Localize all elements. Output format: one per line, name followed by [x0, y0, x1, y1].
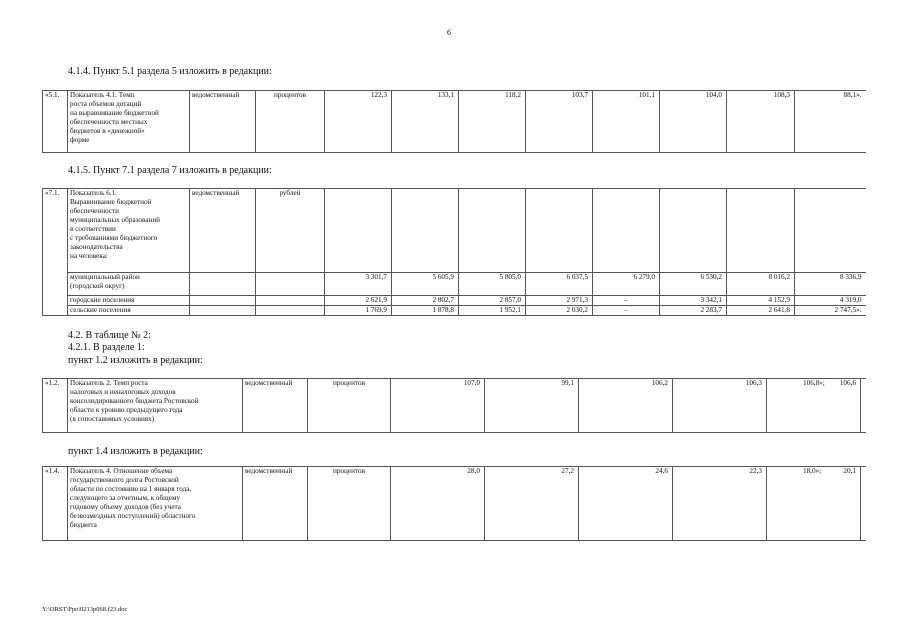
value-cell: 2 641,8 [727, 306, 795, 316]
value-cell: 1 952,1 [459, 306, 526, 316]
unit: процентов [308, 467, 391, 541]
value-cell: 2 802,7 [392, 296, 459, 306]
table-row [43, 467, 866, 541]
section-heading-4-2: 4.2. В таблице № 2: [68, 330, 151, 341]
unit: процентов [256, 91, 325, 153]
value-cell [526, 189, 593, 273]
empty-cell [190, 306, 256, 316]
row-number: «7.1. [43, 189, 68, 316]
value-cell: 122,3 [325, 91, 392, 153]
value-cell: – [593, 296, 660, 306]
value-cell: 2 030,2 [526, 306, 593, 316]
table-1-2 [42, 378, 866, 433]
indicator-type: ведомственный [243, 467, 308, 541]
indicator-name: Показатель 6.1. Выравнивание бюджетной обеспеченности муниципальных образований в соответствии с требованиями бюджетного законодательства на человека: [68, 189, 190, 273]
value-text: 18,0»; [803, 467, 822, 475]
indicator-name: Показатель 4.1. Темп роста объемов дотаций на выравнивание бюджетной обеспеченности местных бюджетов в «денежной» форме [68, 91, 190, 153]
value-cell: 106,6 [767, 379, 861, 433]
value-cell: 2 283,7 [660, 306, 727, 316]
indicator-name: Показатель 4. Отношение объема государственного долга Ростовской области по состоянию на 1 января года, следующего за отчетным, к общему годовому объему доходов (без учета безвозмездных поступлений) областного бюджета [68, 467, 243, 541]
row-number: «1.4. [43, 467, 68, 541]
value-cell: 6 279,0 [593, 273, 660, 296]
value-cell: 5 605,9 [392, 273, 459, 296]
value-cell: 28,0 [391, 467, 485, 541]
value-cell: 99,1 [485, 379, 579, 433]
value-cell: – [593, 306, 660, 316]
empty-cell [190, 273, 256, 296]
value-cell: 2 747,5». [795, 306, 866, 316]
unit: рублей [256, 189, 325, 273]
value-cell: 4 152,9 [727, 296, 795, 306]
value-cell: 8 336,9 [795, 273, 866, 296]
row-label: сельские поселения [68, 306, 190, 316]
value-cell [392, 189, 459, 273]
value-cell: 6 530,2 [660, 273, 727, 296]
value-cell: 118,2 [459, 91, 526, 153]
empty-cell [256, 296, 325, 306]
indicator-type: ведомственный [190, 189, 256, 273]
indicator-name: Показатель 2. Темп роста налоговых и неналоговых доходов консолидированного бюджета Ростовской области к уровню предыдущего года (в сопоставимых условиях) [68, 379, 243, 433]
value-cell: 24,6 [579, 467, 673, 541]
section-heading-1-4: пункт 1.4 изложить в редакции: [68, 446, 203, 457]
row-number: «1.2. [43, 379, 68, 433]
value-cell: 133,1 [392, 91, 459, 153]
value-cell: 101,1 [593, 91, 660, 153]
empty-cell [190, 296, 256, 306]
section-heading-4-2-1: 4.2.1. В разделе 1: [68, 342, 145, 353]
indicator-type: ведомственный [190, 91, 256, 153]
value-text: 106,8»; [803, 379, 825, 387]
value-cell: 22,3 [673, 467, 767, 541]
value-cell: 4 319,0 [795, 296, 866, 306]
table-1-4 [42, 466, 866, 541]
table-row [43, 273, 866, 296]
unit: процентов [308, 379, 391, 433]
value-cell [795, 189, 866, 273]
value-cell: 6 037,5 [526, 273, 593, 296]
value-cell: 8 016,2 [727, 273, 795, 296]
value-cell: 3 301,7 [325, 273, 392, 296]
value-cell [593, 189, 660, 273]
indicator-type: ведомственный [243, 379, 308, 433]
file-path-footer: Y:\ORST\Ppo\0213p068.f23.doc [42, 606, 128, 613]
table-5-1 [42, 90, 866, 153]
table-row [43, 189, 866, 273]
value-cell [459, 189, 526, 273]
value-cell: 2 971,3 [526, 296, 593, 306]
value-cell: 20,1 [767, 467, 861, 541]
empty-cell [256, 273, 325, 296]
table-7-1 [42, 188, 866, 316]
table-row [43, 379, 866, 433]
value-cell: 3 342,1 [660, 296, 727, 306]
value-cell: 2 621,9 [325, 296, 392, 306]
section-heading-4-1-4: 4.1.4. Пункт 5.1 раздела 5 изложить в редакции: [68, 66, 272, 77]
value-cell [727, 189, 795, 273]
value-cell: 103,7 [526, 91, 593, 153]
section-heading-4-1-5: 4.1.5. Пункт 7.1 раздела 7 изложить в редакции: [68, 165, 272, 176]
value-cell: 2 857,0 [459, 296, 526, 306]
value-cell: 5 805,0 [459, 273, 526, 296]
row-label: городские поселения [68, 296, 190, 306]
value-cell: 1 878,8 [392, 306, 459, 316]
value-cell [325, 189, 392, 273]
table-row [43, 296, 866, 306]
value-cell: 106,2 [579, 379, 673, 433]
value-cell: 27,2 [485, 467, 579, 541]
value-cell: 104,0 [660, 91, 727, 153]
row-label: муниципальный район (городской округ) [68, 273, 190, 296]
row-number: «5.1. [43, 91, 68, 153]
value-cell: 88,1». [795, 91, 866, 153]
empty-cell [256, 306, 325, 316]
value-cell [660, 189, 727, 273]
value-cell: 107,0 [391, 379, 485, 433]
page-number: 6 [447, 28, 451, 37]
section-heading-1-2: пункт 1.2 изложить в редакции: [68, 355, 203, 366]
value-cell: 1 769,9 [325, 306, 392, 316]
table-row [43, 306, 866, 316]
value-cell: 106,3 [673, 379, 767, 433]
table-row [43, 91, 866, 153]
value-cell: 108,3 [727, 91, 795, 153]
